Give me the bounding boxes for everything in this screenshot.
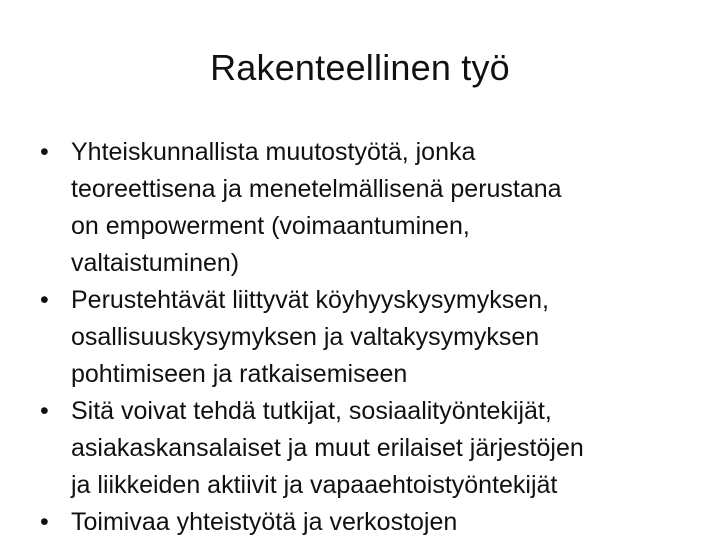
bullet-marker: •	[40, 397, 49, 425]
bullet-item	[32, 504, 692, 540]
bullet-line: ja liikkeiden aktiivit ja vapaaehtoistyöntekijät	[71, 471, 558, 499]
bullet-line: teoreettisena ja menetelmällisenä perustana	[71, 175, 562, 203]
bullet-item	[32, 134, 692, 282]
bullet-line: on empowerment (voimaantuminen,	[71, 212, 470, 240]
bullet-list	[32, 134, 692, 540]
bullet-marker: •	[40, 286, 49, 314]
bullet-line: osallisuuskysymyksen ja valtakysymyksen	[71, 323, 540, 351]
bullet-line: Yhteiskunnallista muutostyötä, jonka	[71, 138, 476, 166]
bullet-line: asiakaskansalaiset ja muut erilaiset järjestöjen	[71, 434, 584, 462]
slide-title: Rakenteellinen työ	[210, 47, 510, 88]
bullet-line: Sitä voivat tehdä tutkijat, sosiaalityöntekijät,	[71, 397, 552, 425]
bullet-line: Perustehtävät liittyvät köyhyyskysymyksen,	[71, 286, 549, 314]
bullet-line: pohtimiseen ja ratkaisemiseen	[71, 360, 408, 388]
bullet-line: valtaistuminen)	[71, 249, 240, 277]
bullet-line: Toimivaa yhteistyötä ja verkostojen	[71, 508, 458, 536]
bullet-marker: •	[40, 138, 49, 166]
bullet-item	[32, 393, 692, 504]
bullet-marker: •	[40, 508, 49, 536]
bullet-item	[32, 282, 692, 393]
